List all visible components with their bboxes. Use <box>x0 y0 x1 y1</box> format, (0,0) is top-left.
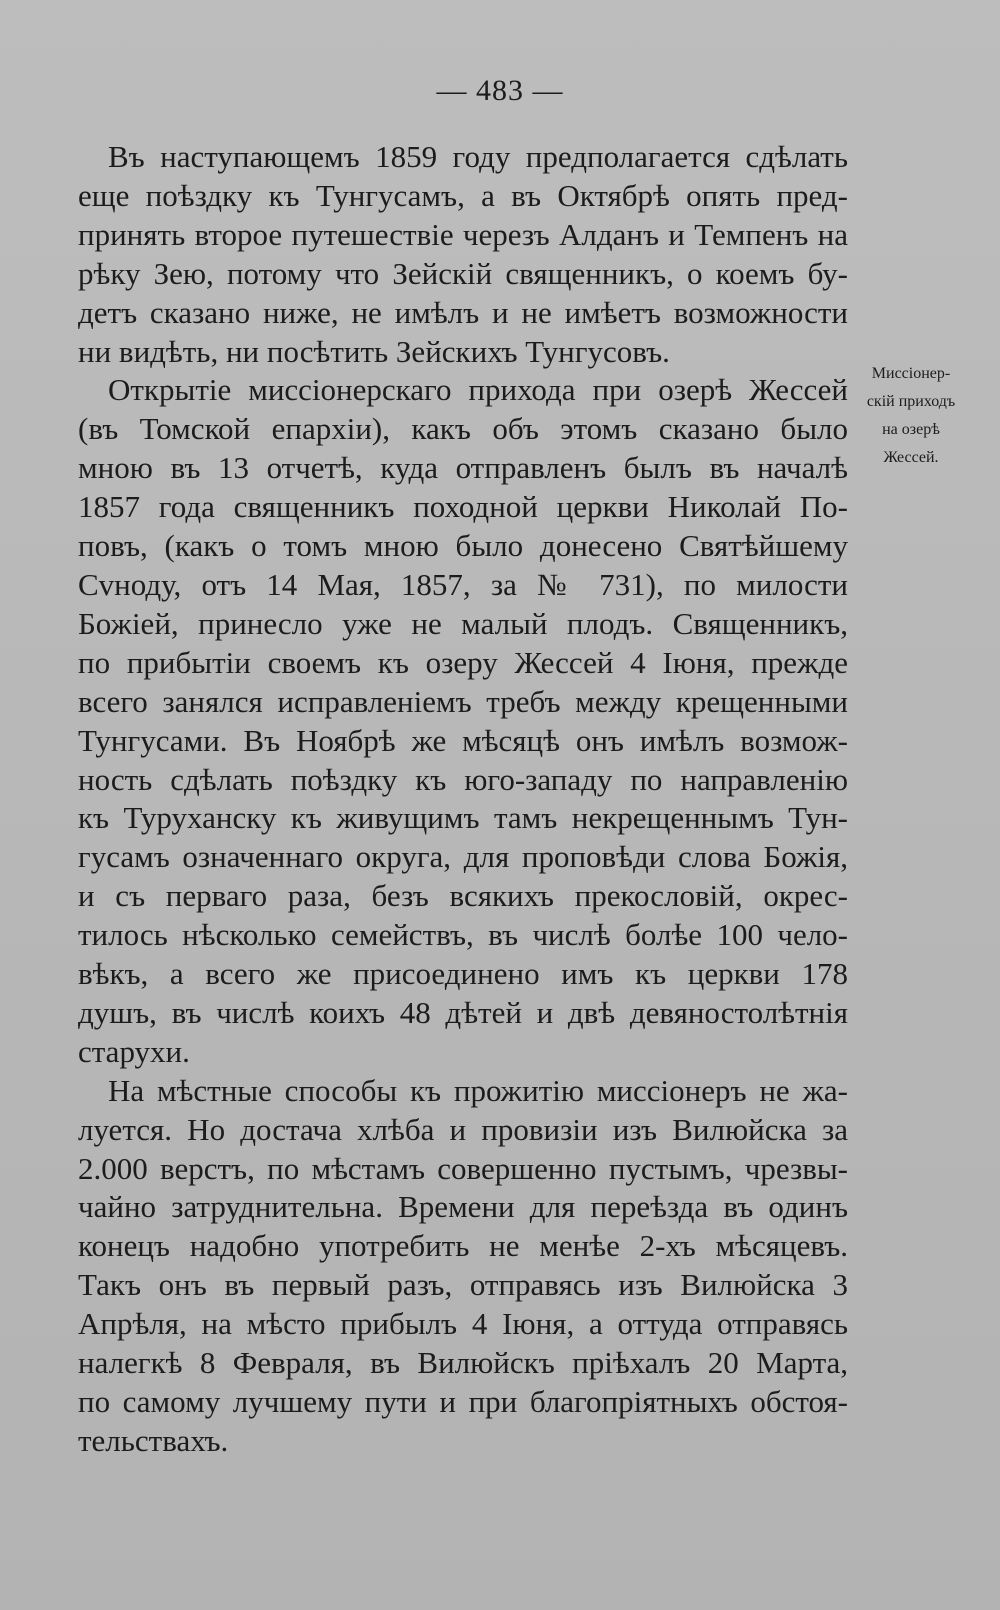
margin-note-line: скій приходъ <box>866 393 956 410</box>
text-line: повъ, (какъ о томъ мною было донесено Святѣйшему <box>78 528 848 564</box>
text-line: 1857 года священникъ походной церкви Николай По- <box>78 489 848 525</box>
text-line: Открытіе миссіонерскаго прихода при озерѣ Жессей <box>108 372 848 408</box>
text-line: принять второе путешествіе черезъ Алданъ и Темпенъ на <box>78 216 848 252</box>
text-line: Апрѣля, на мѣсто прибылъ 4 Іюня, а оттуда отправясь <box>78 1306 848 1342</box>
text-line: еще поѣздку къ Тунгусамъ, а въ Октябрѣ опять пред- <box>78 177 848 213</box>
text-line: къ Туруханску къ живущимъ тамъ некрещеннымъ Тун- <box>78 800 848 836</box>
margin-note-line: Жессей. <box>883 449 939 466</box>
text-line: старухи. <box>78 1033 190 1069</box>
text-line: всего занялся исправленіемъ требъ между крещенными <box>78 683 848 719</box>
text-line: тельствахъ. <box>78 1422 229 1458</box>
text-line: и съ перваго раза, безъ всякихъ прекословій, окрес- <box>78 878 848 914</box>
text-line: тилось нѣсколько семействъ, въ числѣ болѣе 100 чело- <box>78 917 848 953</box>
text-line: ни видѣть, ни посѣтить Зейскихъ Тунгусовъ. <box>78 333 670 369</box>
text-line: ность сдѣлать поѣздку къ юго-западу по направленію <box>78 761 848 797</box>
text-line: душъ, въ числѣ коихъ 48 дѣтей и двѣ девяностолѣтнія <box>78 994 848 1030</box>
body-text <box>78 138 848 1461</box>
paragraph-2 <box>78 371 848 1071</box>
text-line: 2.000 верстъ, по мѣстамъ совершенно пустымъ, чрезвы- <box>78 1150 848 1186</box>
text-line: конецъ надобно употребить не менѣе 2-хъ мѣсяцевъ. <box>78 1228 848 1264</box>
text-line: На мѣстные способы къ прожитію миссіонеръ не жа- <box>108 1072 848 1108</box>
text-line: налегкѣ 8 Февраля, въ Вилюйскъ пріѣхалъ 20 Марта, <box>78 1345 848 1381</box>
text-line: гусамъ означеннаго округа, для проповѣди слова Божія, <box>78 839 848 875</box>
text-line: рѣку Зею, потому что Зейскій священникъ, о коемъ бу- <box>78 255 848 291</box>
text-line: Такъ онъ въ первый разъ, отправясь изъ Вилюйска 3 <box>78 1267 848 1303</box>
text-line: Сvноду, отъ 14 Мая, 1857, за № 731), по милости <box>78 566 848 602</box>
text-line: Тунгусами. Въ Ноябрѣ же мѣсяцѣ онъ имѣлъ возмож- <box>78 722 848 758</box>
text-line: вѣкъ, а всего же присоединено имъ къ церкви 178 <box>78 956 848 992</box>
margin-note-line: на озерѣ <box>882 421 940 438</box>
text-line: мною въ 13 отчетѣ, куда отправленъ былъ въ началѣ <box>78 450 848 486</box>
paragraph-1 <box>78 138 848 371</box>
text-line: детъ сказано ниже, не имѣлъ и не имѣетъ возможности <box>78 294 848 330</box>
margin-note <box>852 360 970 472</box>
paragraph-3 <box>78 1072 848 1461</box>
text-line: по самому лучшему пути и при благопріятныхъ обстоя- <box>78 1384 848 1419</box>
text-line: луется. Но достача хлѣба и провизіи изъ Вилюйска за <box>78 1111 848 1147</box>
text-line: по прибытіи своемъ къ озеру Жессей 4 Іюня, прежде <box>78 644 848 680</box>
page-number: — 483 — <box>436 74 564 107</box>
text-line: (въ Томской епархіи), какъ объ этомъ сказано было <box>78 411 848 447</box>
text-line: чайно затруднительна. Времени для переѣзда въ одинъ <box>78 1189 848 1225</box>
text-line: Божіей, принесло уже не малый плодъ. Священникъ, <box>78 605 848 641</box>
text-line: Въ наступающемъ 1859 году предполагается сдѣлать <box>108 139 848 174</box>
margin-note-line: Миссіонер- <box>871 365 951 382</box>
